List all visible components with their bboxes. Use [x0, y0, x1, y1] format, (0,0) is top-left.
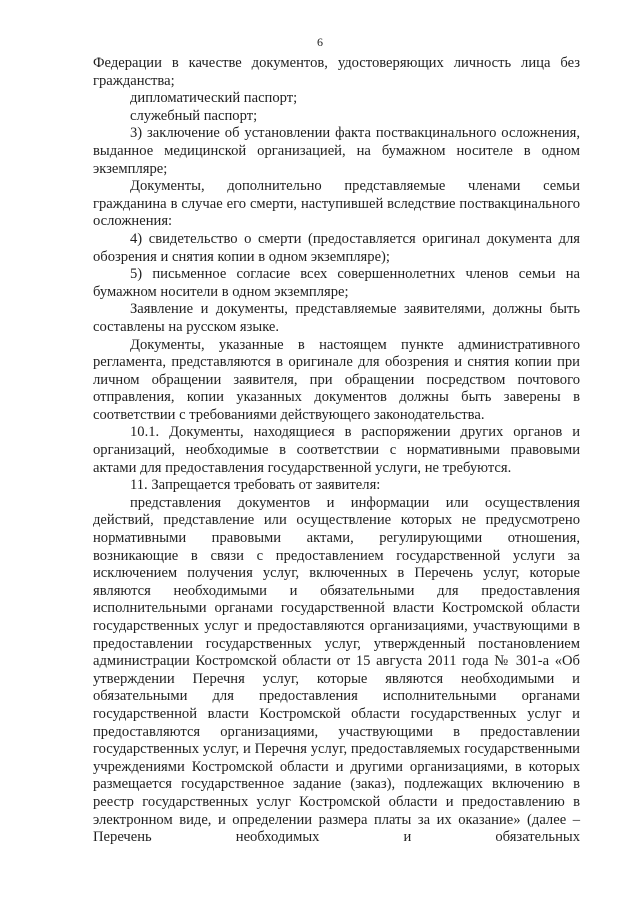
- page-number: 6: [317, 35, 323, 49]
- paragraph-service-passport: служебный паспорт;: [130, 107, 258, 124]
- paragraph-item-3: 3) заключение об установлении факта поствакцинального осложнения, выданное медицинской организацией, на бумажном носителе в одном экземпляре;: [93, 125, 580, 177]
- paragraph-prohibition: представления документов и информации или осуществления действий, представление или осуществление которых не предусмотрено нормативными правовыми актами, регулирующими отношения, возникающие в связи с предоставлением государственной услуги за исключением получения услуг, включенных в Перечень услуг, которые являются необходимыми и обязательными для предоставления исполнительными органами государственной власти Костромской области государственных услуг и предоставляются организациями, участвующими в предоставлении государственных услуг, утвержденный постановлением администрации Костромской области от 15 августа 2011 года № 301-а «Об утверждении Перечня услуг, которые являются необходимыми и обязательными для предоставления исполнительными органами государственной власти Костромской области государственных услуг и предоставляются организациями, участвующими в предоставлении государственных услуг, и Перечня услуг, предоставляемых государственными учреждениями Костромской области и другими организациями, в которых размещается государственное задание (заказ), подлежащих включению в реестр государственных услуг Костромской области и предоставлению в электронном виде, и определении размера платы за их оказание» (далее – Перечень необходимых и обязательных: [93, 494, 580, 846]
- paragraph-family-documents: Документы, дополнительно представляемые членами семьи гражданина в случае его смерти, наступившей вследствие поствакцинального осложнения:: [93, 178, 580, 230]
- paragraph-language: Заявление и документы, представляемые заявителями, должны быть составлены на русском языке.: [93, 301, 580, 335]
- paragraph-item-4: 4) свидетельство о смерти (предоставляется оригинал документа для обозрения и снятия копии в одном экземпляре);: [93, 230, 580, 265]
- paragraph-10-1: 10.1. Документы, находящиеся в распоряжении других органов и организаций, необходимые в соответствии с нормативными правовыми актами для предоставления государственной услуги, не требуются.: [93, 424, 580, 476]
- paragraph-item-5: 5) письменное согласие всех совершеннолетних членов семьи на бумажном носители в одном экземпляре;: [93, 266, 580, 300]
- paragraph-originals: Документы, указанные в настоящем пункте административного регламента, представляются в оригинале для обозрения и снятия копии при личном обращении заявителя, при обращении посредством почтового отправления, копии указанных документов должны быть заверены в соответствии с требованиями действующего законодательства.: [93, 336, 580, 423]
- paragraph-citizenship: Федерации в качестве документов, удостоверяющих личность лица без гражданства;: [93, 55, 580, 89]
- paragraph-11: 11. Запрещается требовать от заявителя:: [130, 477, 381, 494]
- paragraph-diplomatic-passport: дипломатический паспорт;: [130, 90, 298, 107]
- document-body: [93, 55, 580, 847]
